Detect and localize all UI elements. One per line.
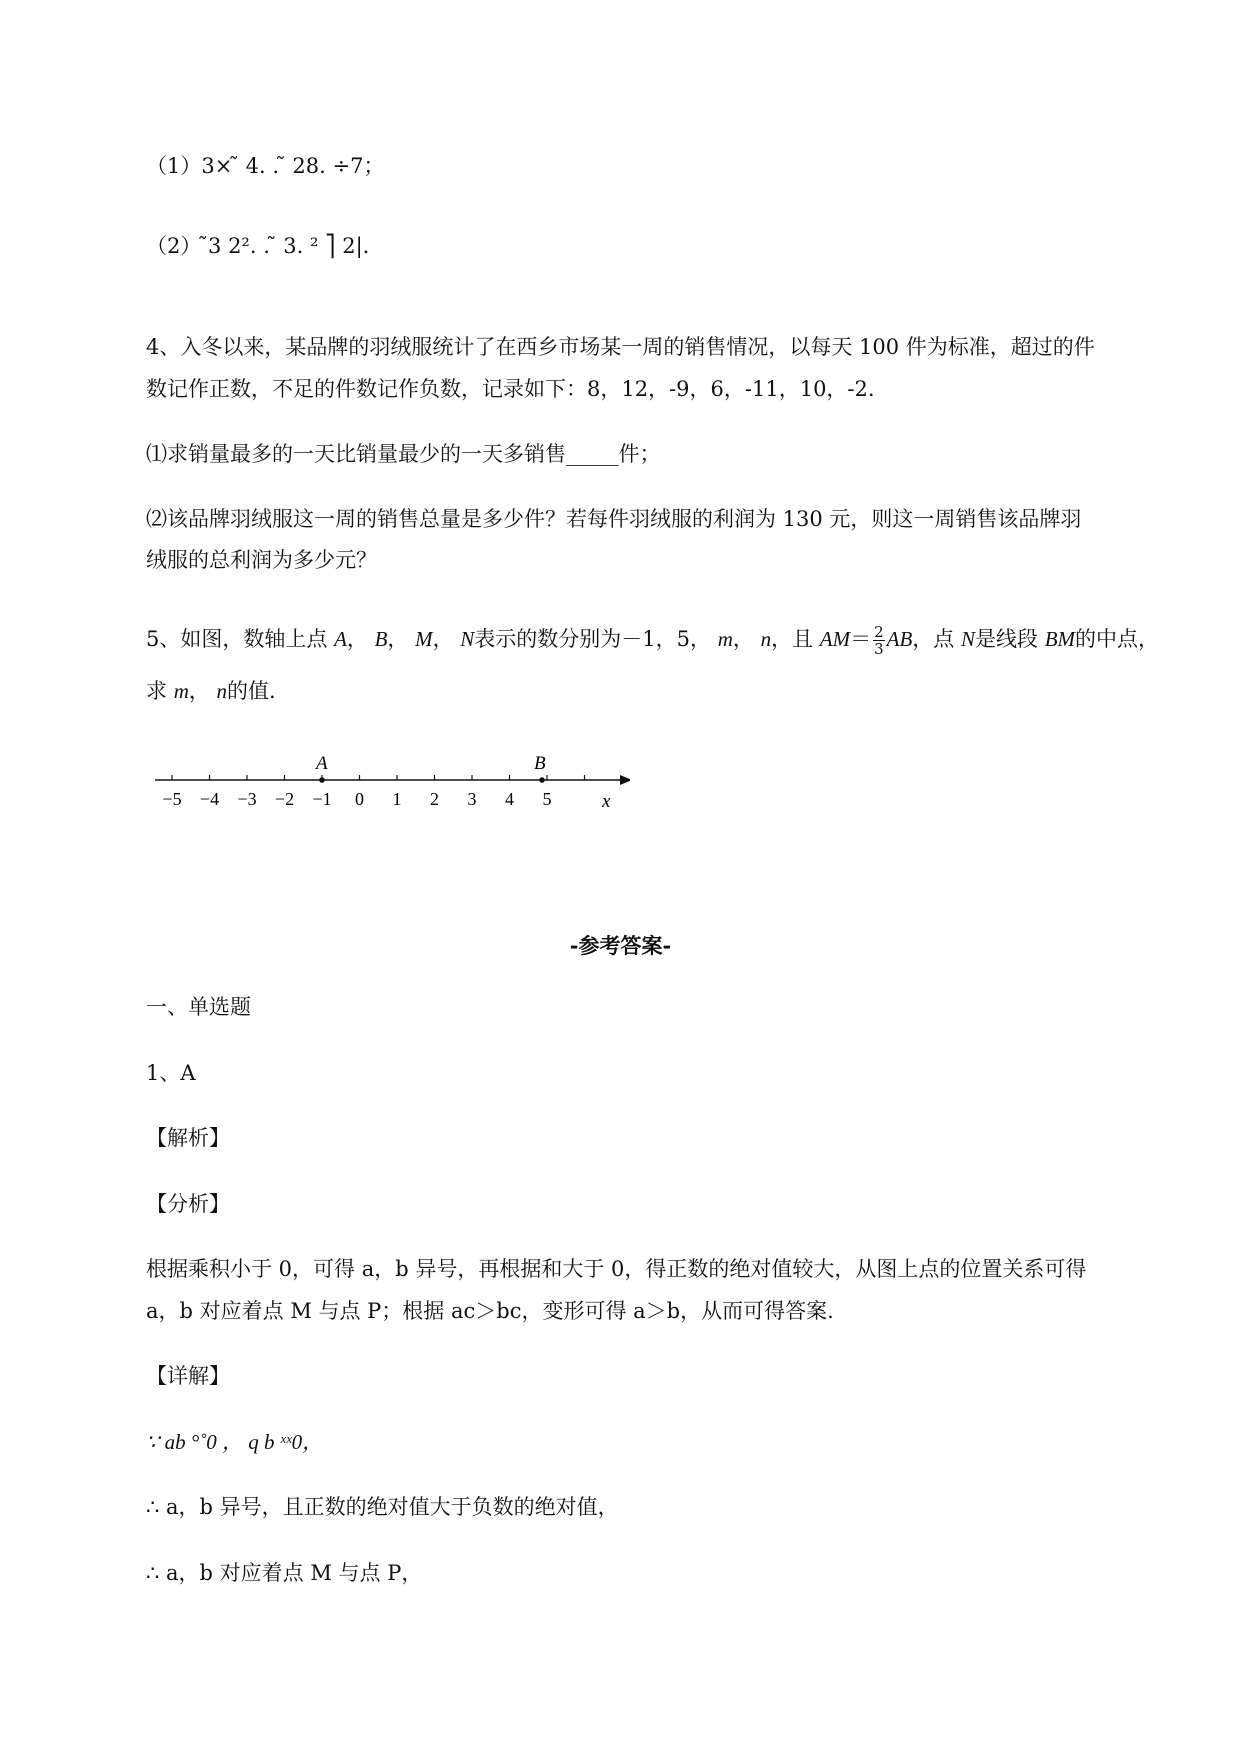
- tick-label: 5: [542, 789, 552, 809]
- q4-line1: 4、入冬以来，某品牌的羽绒服统计了在西乡市场某一周的销售情况，以每天 100 件为标准，超过的件: [146, 335, 1095, 359]
- q5-point-n2: N: [960, 627, 975, 651]
- q5-line2-pre: 求: [146, 679, 167, 703]
- q5-line2-post: 的值.: [227, 679, 276, 703]
- q4-sub2-line2: 绒服的总利润为多少元？: [146, 548, 377, 572]
- q4-sub2-line1: ⑵该品牌羽绒服这一周的销售总量是多少件？若每件羽绒服的利润为 130 元，则这一周销售该品牌羽: [146, 507, 1082, 531]
- answers-section: 一、单选题: [146, 995, 251, 1019]
- axis-label-x: x: [602, 791, 611, 812]
- point-a-dot: [319, 777, 325, 783]
- q5-var-n: n: [760, 627, 772, 651]
- q5-line2-n: n: [216, 679, 228, 703]
- tick-label: 0: [355, 789, 364, 809]
- q5-sep: ，: [432, 627, 454, 651]
- q5-sep: ，: [346, 627, 368, 651]
- q5-prefix: 5、如图，数轴上点: [146, 627, 328, 651]
- analysis-line1: 根据乘积小于 0，可得 a，b 异号，再根据和大于 0，得正数的绝对值较大，从图上点的位置关系可得: [146, 1257, 1087, 1281]
- label-a: A: [316, 753, 328, 774]
- q5-var-m: m: [717, 627, 733, 651]
- q5-line2-m: m: [173, 679, 189, 703]
- axis-arrow: [620, 775, 630, 785]
- tick-label: −1: [312, 789, 332, 809]
- q5-eq: ＝: [850, 627, 872, 651]
- answers-title: -参考答案-: [569, 933, 672, 958]
- tick-label: −4: [199, 789, 220, 809]
- q3-part2: （2） ̃3 2². . ̃ 3. ² ⎤ 2|.: [146, 234, 370, 258]
- analysis-line2: a，b 对应着点 M 与点 P；根据 ac＞bc，变形可得 a＞b，从而可得答案.: [146, 1299, 834, 1323]
- q5-frac-num: 2: [874, 623, 884, 641]
- number-line-figure: [150, 745, 630, 815]
- q5-tail1: ，点: [912, 627, 955, 651]
- step3: ∴ a，b 对应着点 M 与点 P，: [146, 1561, 423, 1585]
- q5-sep: ，: [188, 679, 210, 703]
- jiexi-heading: 【解析】: [146, 1126, 230, 1150]
- q5-point-m: M: [415, 627, 433, 651]
- tick-label: −5: [162, 789, 182, 809]
- label-b: B: [534, 753, 546, 774]
- q5-am: AM: [819, 627, 851, 651]
- q5-tail2: 是线段: [975, 627, 1038, 651]
- tick-label: −2: [274, 789, 295, 809]
- tick-label: 2: [430, 789, 439, 809]
- q5-tail3: 的中点，: [1075, 627, 1160, 651]
- q5-point-b: B: [374, 627, 388, 651]
- tick-label: −3: [237, 789, 257, 809]
- q4-sub1: ⑴求销量最多的一天比销量最少的一天多销售_____件；: [146, 442, 661, 466]
- q5-ab: AB: [886, 627, 913, 651]
- q5-line2: [146, 677, 276, 705]
- q5-point-n: N: [460, 627, 475, 651]
- q5-frac-den: 3: [874, 640, 884, 658]
- xiangjie-heading: 【详解】: [146, 1364, 230, 1388]
- step2: ∴ a，b 异号，且正数的绝对值大于负数的绝对值，: [146, 1495, 619, 1519]
- tick-label: 1: [392, 789, 402, 809]
- q5-sep: ，: [387, 627, 409, 651]
- step1: ∵ ab °˚0 ， q b ˣˣ0，: [146, 1430, 324, 1454]
- q5-bm: BM: [1044, 627, 1076, 651]
- q5-sep: ，: [732, 627, 754, 651]
- q3-part1: （1）3× ̃ 4. . ̃ 28. ÷7；: [146, 154, 385, 178]
- q5-mid: 表示的数分别为－1，5，: [474, 627, 712, 651]
- q4-line2: 数记作正数，不足的件数记作负数，记录如下：8，12，-9，6，-11，10，-2.: [146, 377, 875, 401]
- tick-label: 3: [467, 789, 477, 809]
- point-b-dot: [539, 777, 545, 783]
- q5-fraction: [873, 624, 885, 657]
- q5-line1: [146, 619, 1159, 659]
- fenxi-heading: 【分析】: [146, 1192, 230, 1216]
- q5-qie: ，且: [771, 627, 814, 651]
- answer-q1: 1、A: [146, 1061, 196, 1085]
- q5-point-a: A: [334, 627, 347, 651]
- tick-label: 4: [505, 789, 514, 809]
